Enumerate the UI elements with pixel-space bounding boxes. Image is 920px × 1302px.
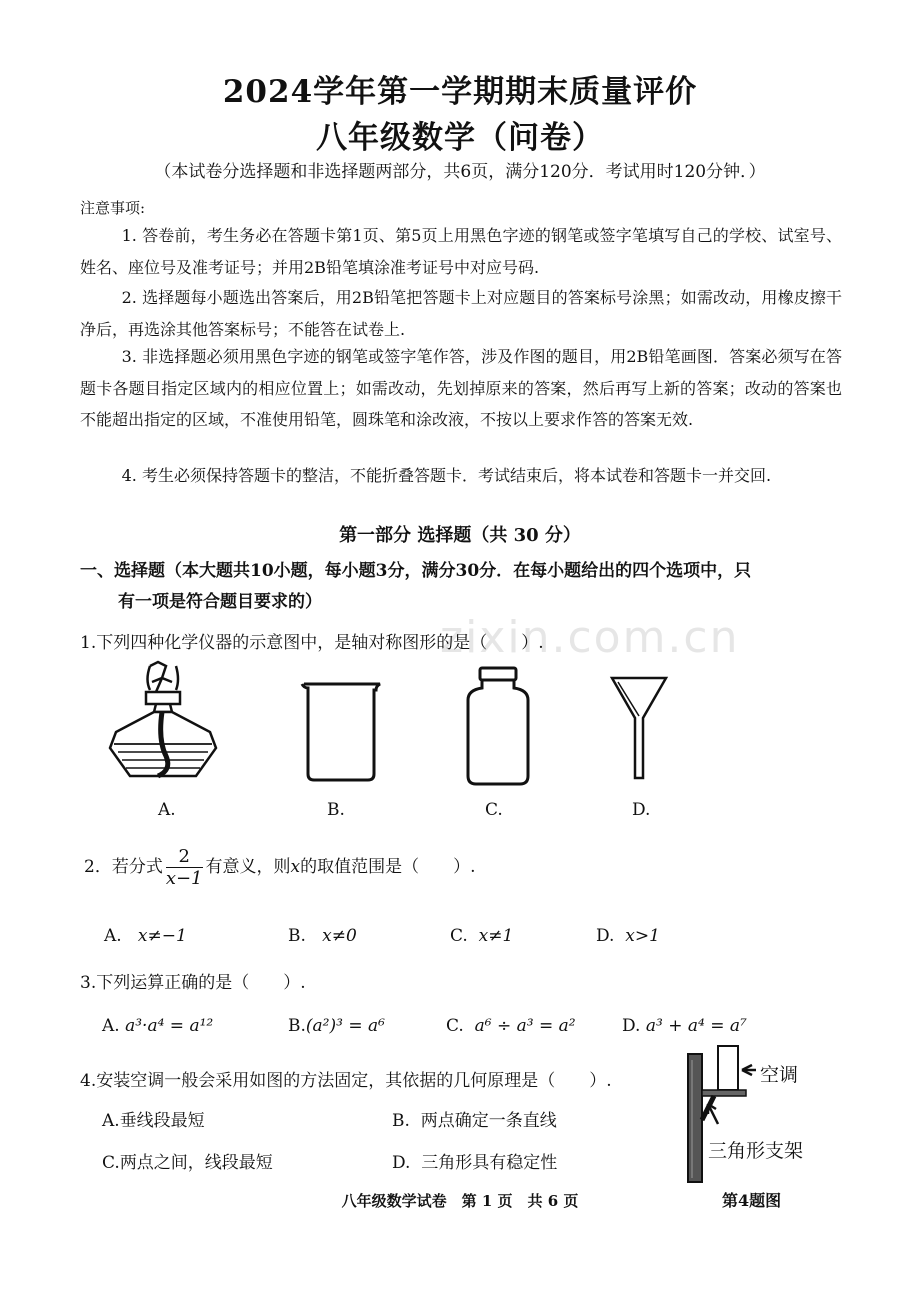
q4-option-b-text: 两点确定一条直线 bbox=[420, 1111, 557, 1131]
q4-figure-caption: 第4题图 bbox=[722, 1191, 782, 1210]
ac-bracket-figure bbox=[680, 1040, 830, 1190]
q4-option-b-label: B. bbox=[392, 1111, 410, 1131]
q4-option-a-label: A. bbox=[102, 1111, 120, 1131]
q4-option-c bbox=[102, 1148, 273, 1173]
q2-fraction bbox=[166, 846, 203, 889]
exam-title: 2024学年第一学期期末质量评价 bbox=[222, 74, 698, 110]
q2-option-a bbox=[104, 926, 187, 946]
notice-heading: 注意事项: bbox=[80, 199, 146, 217]
q2-stem-end: 的取值范围是（ ）. bbox=[300, 857, 476, 877]
q1-label-c: C. bbox=[485, 800, 503, 820]
q3-option-c bbox=[446, 1016, 576, 1036]
q3-option-a-expr: a³·a⁴ = a¹² bbox=[125, 1016, 214, 1036]
q1-label-d: D. bbox=[632, 800, 651, 820]
notice-item-4: 4. 考生必须保持答题卡的整洁，不能折叠答题卡．考试结束后，将本试卷和答题卡一并交回. bbox=[121, 466, 772, 485]
notice-item-3: 3. 非选择题必须用黑色字迹的钢笔或签字笔作答，涉及作图的题目，用2B铅笔画图．答案必须写在答题卡各题目指定区域内的相应位置上；如需改动，先划掉原来的答案，然后再写上新的答案；改动的答案也不能超出指定的区域，不准使用铅笔，圆珠笔和涂改液，不按以上要求作答的答案无效. bbox=[80, 347, 842, 429]
q2-option-d-expr: x>1 bbox=[625, 926, 660, 946]
q2-variable: x bbox=[290, 857, 301, 877]
q4-option-d bbox=[392, 1148, 557, 1173]
q4-option-a-text: 垂线段最短 bbox=[119, 1111, 205, 1131]
q1-label-a: A. bbox=[158, 800, 176, 820]
q2-option-d-label: D. bbox=[596, 926, 615, 946]
section-heading bbox=[80, 556, 850, 618]
q3-option-d-expr: a³ + a⁴ = a⁷ bbox=[645, 1016, 747, 1036]
notice-item-2: 2. 选择题每小题选出答案后，用2B铅笔把答题卡上对应题目的答案标号涂黑；如需改动，用橡皮擦干净后，再选涂其他答案标号；不能答在试卷上. bbox=[80, 288, 842, 339]
q2-stem bbox=[84, 846, 476, 889]
q2-fraction-numerator: 2 bbox=[166, 846, 203, 868]
q4-option-b bbox=[392, 1106, 557, 1131]
notice-item-1: 1. 答卷前，考生务必在答题卡第1页、第5页上用黑色字迹的钢笔或签字笔填写自己的学校、试室号、姓名、座位号及准考证号；并用2B铅笔填涂准考证号中对应号码. bbox=[80, 226, 842, 277]
q4-option-d-text: 三角形具有稳定性 bbox=[421, 1153, 558, 1173]
q3-option-a-label: A. bbox=[102, 1016, 120, 1036]
q3-option-b-label: B. bbox=[288, 1016, 306, 1036]
page-footer: 八年级数学试卷 第 1 页 共 6 页 bbox=[341, 1192, 579, 1210]
q2-option-b-label: B. bbox=[288, 926, 306, 946]
q4-option-c-label: C. bbox=[102, 1153, 120, 1173]
q3-option-a bbox=[102, 1016, 213, 1036]
section-line-2: 有一项是符合题目要求的） bbox=[118, 592, 322, 612]
q2-fraction-denominator: x−1 bbox=[165, 868, 203, 889]
beaker-figure bbox=[296, 676, 386, 786]
q3-option-b-expr: (a²)³ = a⁶ bbox=[305, 1016, 385, 1036]
q2-option-b bbox=[288, 926, 357, 946]
q2-option-d bbox=[596, 926, 660, 946]
q3-option-d bbox=[622, 1016, 747, 1036]
exam-subject-title: 八年级数学（问卷） bbox=[316, 120, 604, 156]
bottle-figure bbox=[462, 664, 534, 790]
ac-label: 空调 bbox=[760, 1064, 799, 1086]
q2-stem-prefix: 2．若分式 bbox=[84, 857, 163, 877]
q2-option-b-expr: x≠0 bbox=[322, 926, 357, 946]
q4-option-d-label: D. bbox=[392, 1153, 411, 1173]
q2-option-a-label: A. bbox=[104, 926, 122, 946]
q2-option-c-expr: x≠1 bbox=[478, 926, 514, 946]
q4-option-c-text: 两点之间，线段最短 bbox=[119, 1153, 273, 1173]
q2-option-c bbox=[450, 926, 513, 946]
q2-stem-suffix: 有意义，则 bbox=[205, 857, 291, 877]
q4-option-a bbox=[102, 1106, 205, 1131]
q3-stem: 3.下列运算正确的是（ ）. bbox=[80, 973, 306, 993]
q4-stem: 4.安装空调一般会采用如图的方法固定，其依据的几何原理是（ ）. bbox=[80, 1071, 612, 1091]
q3-option-b bbox=[288, 1016, 385, 1036]
section-line-1: 一、选择题（本大题共10小题，每小题3分，满分30分．在每小题给出的四个选项中，只 bbox=[80, 561, 752, 581]
q1-label-b: B. bbox=[327, 800, 345, 820]
alcohol-lamp-figure bbox=[100, 660, 230, 785]
bracket-label: 三角形支架 bbox=[708, 1140, 804, 1162]
funnel-figure bbox=[608, 672, 670, 784]
watermark: zixin.com.cn bbox=[440, 612, 740, 663]
q1-stem: 1.下列四种化学仪器的示意图中，是轴对称图形的是（ ）. bbox=[80, 633, 544, 653]
q3-option-d-label: D. bbox=[622, 1016, 641, 1036]
q2-option-c-label: C. bbox=[450, 926, 468, 946]
q3-option-c-expr: a⁶ ÷ a³ = a² bbox=[474, 1016, 576, 1036]
exam-subtitle: （本试卷分选择题和非选择题两部分，共6页，满分120分．考试用时120分钟．） bbox=[154, 162, 766, 182]
q3-option-c-label: C. bbox=[446, 1016, 464, 1036]
q2-option-a-expr: x≠−1 bbox=[137, 926, 187, 946]
part1-heading: 第一部分 选择题（共 30 分） bbox=[339, 525, 581, 546]
